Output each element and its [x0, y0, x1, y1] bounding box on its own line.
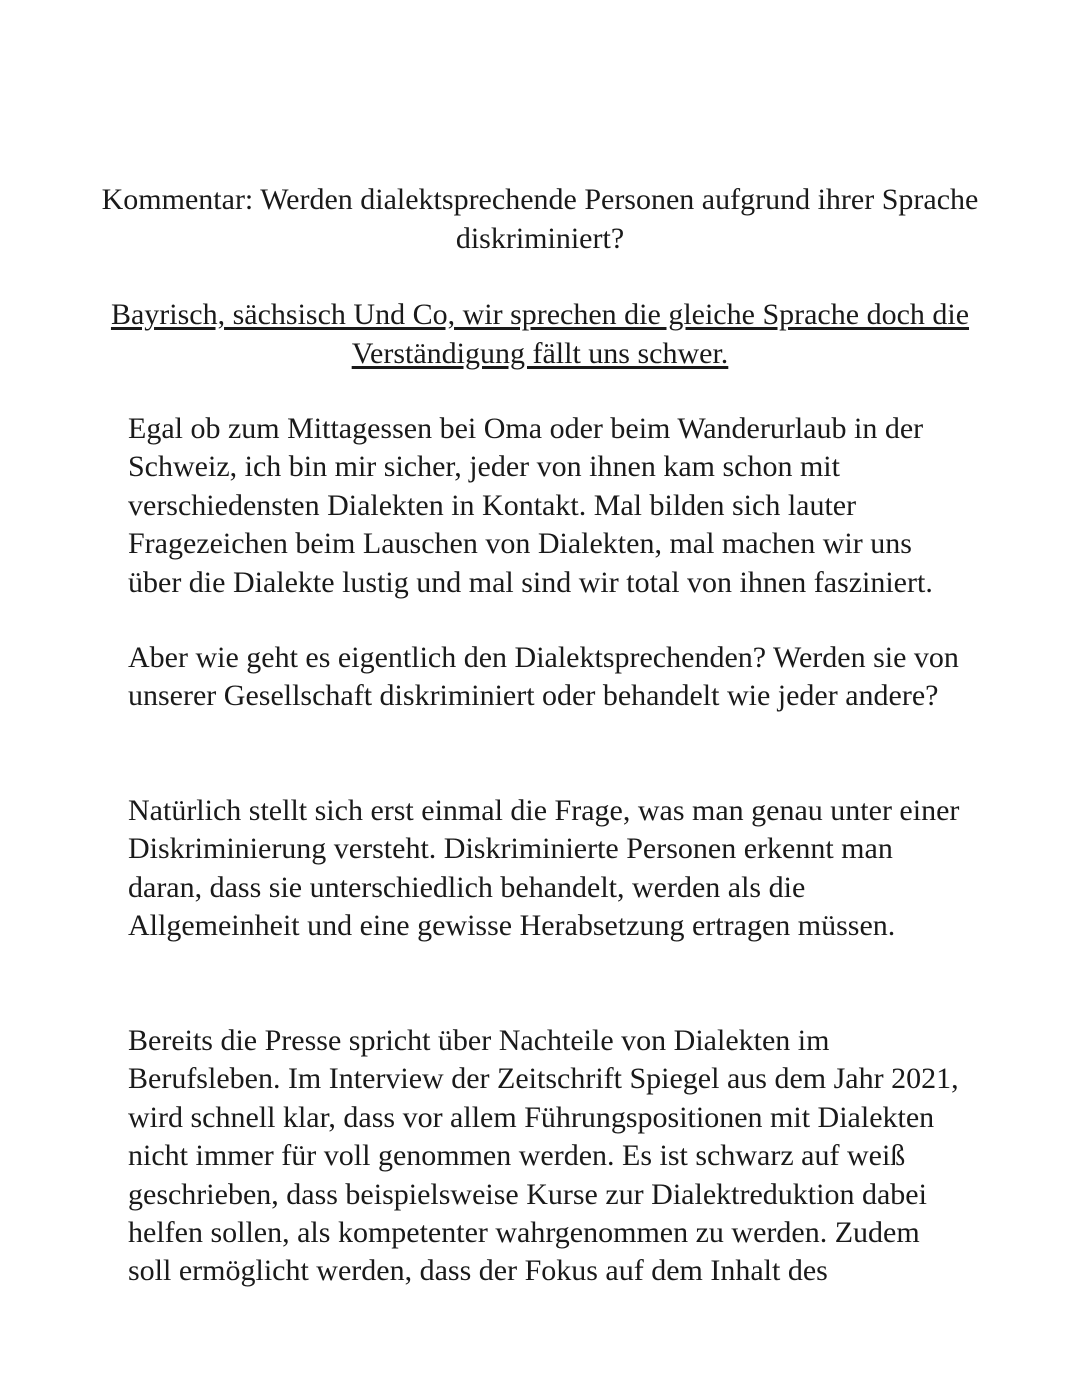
paragraph: Aber wie geht es eigentlich den Dialektsprechenden? Werden sie von unserer Gesellschaft diskriminiert oder behandelt wie jeder andere?: [128, 641, 959, 713]
paragraph: Egal ob zum Mittagessen bei Oma oder beim Wanderurlaub in der Schweiz, ich bin mir sicher, jeder von ihnen kam schon mit verschiedensten Dialekten in Kontakt. Mal bilden sich lauter Fragezeichen beim Lauschen von Dialekten, mal machen wir uns über die Dialekte lustig und mal sind wir total von ihnen fasziniert.: [128, 412, 933, 599]
document-subtitle: Bayrisch, sächsisch Und Co, wir sprechen die gleiche Sprache doch die Verständigung fällt uns schwer.: [110, 298, 970, 370]
document-title: Kommentar: Werden dialektsprechende Personen aufgrund ihrer Sprache diskriminiert?: [101, 183, 979, 255]
paragraph: Bereits die Presse spricht über Nachteile von Dialekten im Berufsleben. Im Interview der Zeitschrift Spiegel aus dem Jahr 2021, wird schnell klar, dass vor allem Führungspositionen mit Dialekten nicht immer für voll genommen werden. Es ist schwarz auf weiß geschrieben, dass beispielsweise Kurse zur Dialektreduktion dabei helfen sollen, als kompetenter wahrgenommen zu werden. Zudem soll ermöglicht werden, dass der Fokus auf dem Inhalt des: [128, 1024, 959, 1288]
paragraph: Natürlich stellt sich erst einmal die Frage, was man genau unter einer Diskriminierung versteht. Diskriminierte Personen erkennt man daran, dass sie unterschiedlich behandelt, werden als die Allgemeinheit und eine gewisse Herabsetzung ertragen müssen.: [128, 794, 960, 943]
